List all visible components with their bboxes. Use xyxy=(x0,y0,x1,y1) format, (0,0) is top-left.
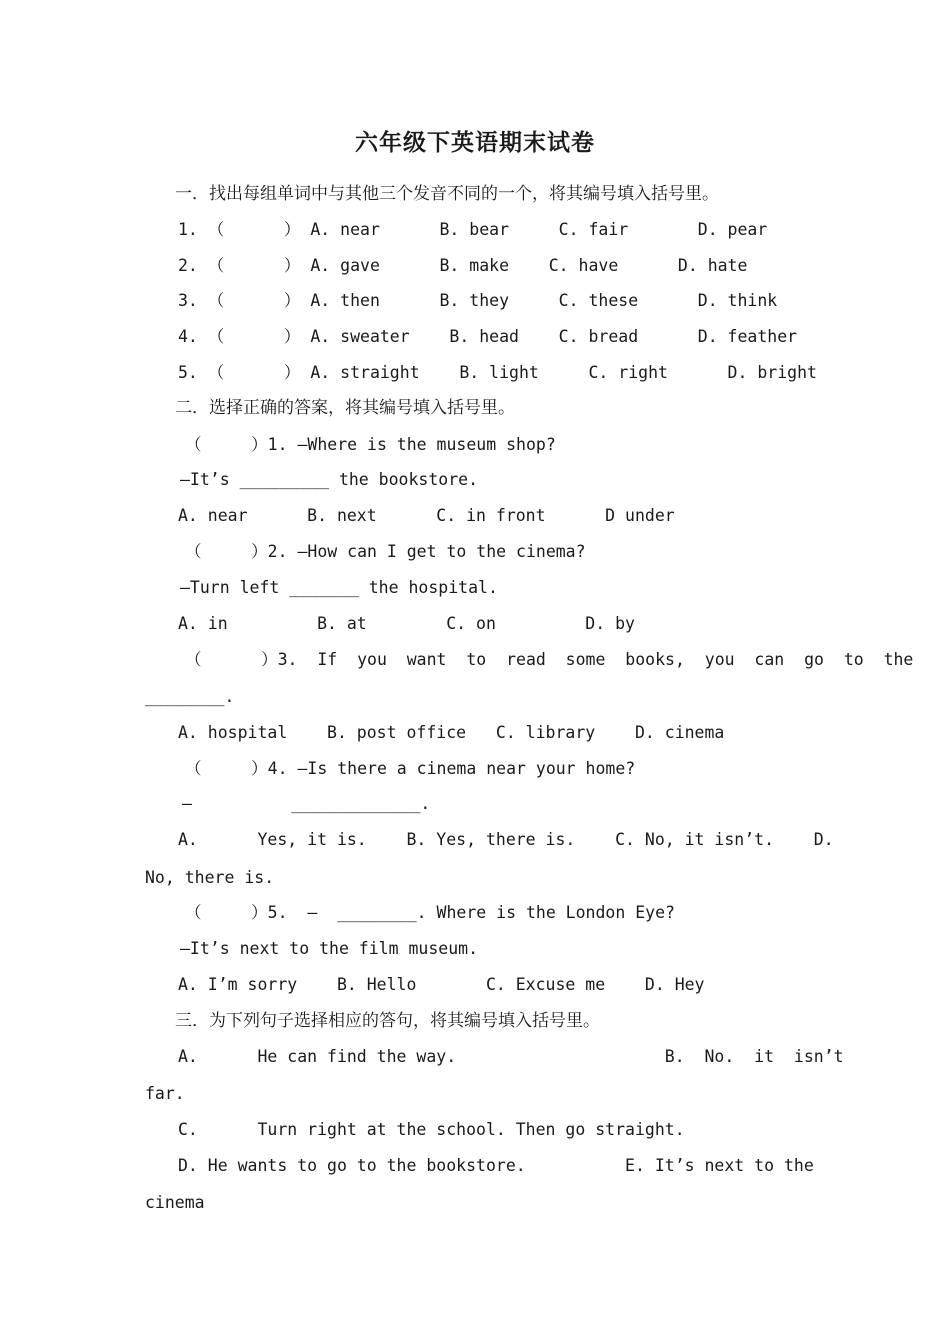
s2-q3-opts: A. hospital B. post office C. library D. cinema xyxy=(178,723,725,742)
s2-q3: （ ）3. If you want to read some books, you can go to the xyxy=(185,650,914,669)
s2-q1: （ ）1. –Where is the museum shop? xyxy=(185,435,556,454)
s2-q1-opts: A. near B. next C. in front D under xyxy=(178,506,675,525)
s2-q5-opts: A. I’m sorry B. Hello C. Excuse me D. Hey xyxy=(178,975,705,994)
s2-q3-cont: ________. xyxy=(145,687,235,706)
s1-q1: 1. （ ） A. near B. bear C. fair D. pear xyxy=(178,220,768,239)
s1-q2: 2. （ ） A. gave B. make C. have D. hate xyxy=(178,256,748,275)
s2-q2: （ ）2. –How can I get to the cinema? xyxy=(185,542,586,561)
s3-heading: 三．为下列句子选择相应的答句，将其编号填入括号里。 xyxy=(175,1011,600,1031)
s2-heading: 二．选择正确的答案，将其编号填入括号里。 xyxy=(175,398,515,418)
s3-optD: D. He wants to go to the bookstore. E. It’s next to the xyxy=(178,1156,814,1175)
s1-q4: 4. （ ） A. sweater B. head C. bread D. feather xyxy=(178,327,798,346)
s2-q1-ans: –It’s _________ the bookstore. xyxy=(180,470,479,489)
page-title: 六年级下英语期末试卷 xyxy=(355,129,595,156)
s3-optC: C. Turn right at the school. Then go straight. xyxy=(178,1120,685,1139)
s1-heading: 一．找出每组单词中与其他三个发音不同的一个，将其编号填入括号里。 xyxy=(175,184,719,204)
s3-optA: A. He can find the way. B. No. it isn’t xyxy=(178,1047,844,1066)
s2-q5: （ ）5. – ________. Where is the London Eye? xyxy=(185,903,675,922)
s3-optE-cont: cinema xyxy=(145,1193,205,1212)
s2-q4-opts: A. Yes, it is. B. Yes, there is. C. No, it isn’t. D. xyxy=(178,830,834,849)
s2-q4-cont: No, there is. xyxy=(145,868,275,887)
s2-q4: （ ）4. –Is there a cinema near your home? xyxy=(185,759,636,778)
s1-q5: 5. （ ） A. straight B. light C. right D. bright xyxy=(178,363,817,382)
s3-optA-cont: far. xyxy=(145,1084,185,1103)
s2-q4-ans: – _____________. xyxy=(182,794,431,813)
s2-q5-ans: –It’s next to the film museum. xyxy=(180,939,479,958)
s2-q2-ans: –Turn left _______ the hospital. xyxy=(180,578,498,597)
s1-q3: 3. （ ） A. then B. they C. these D. think xyxy=(178,291,778,310)
s2-q2-opts: A. in B. at C. on D. by xyxy=(178,614,635,633)
